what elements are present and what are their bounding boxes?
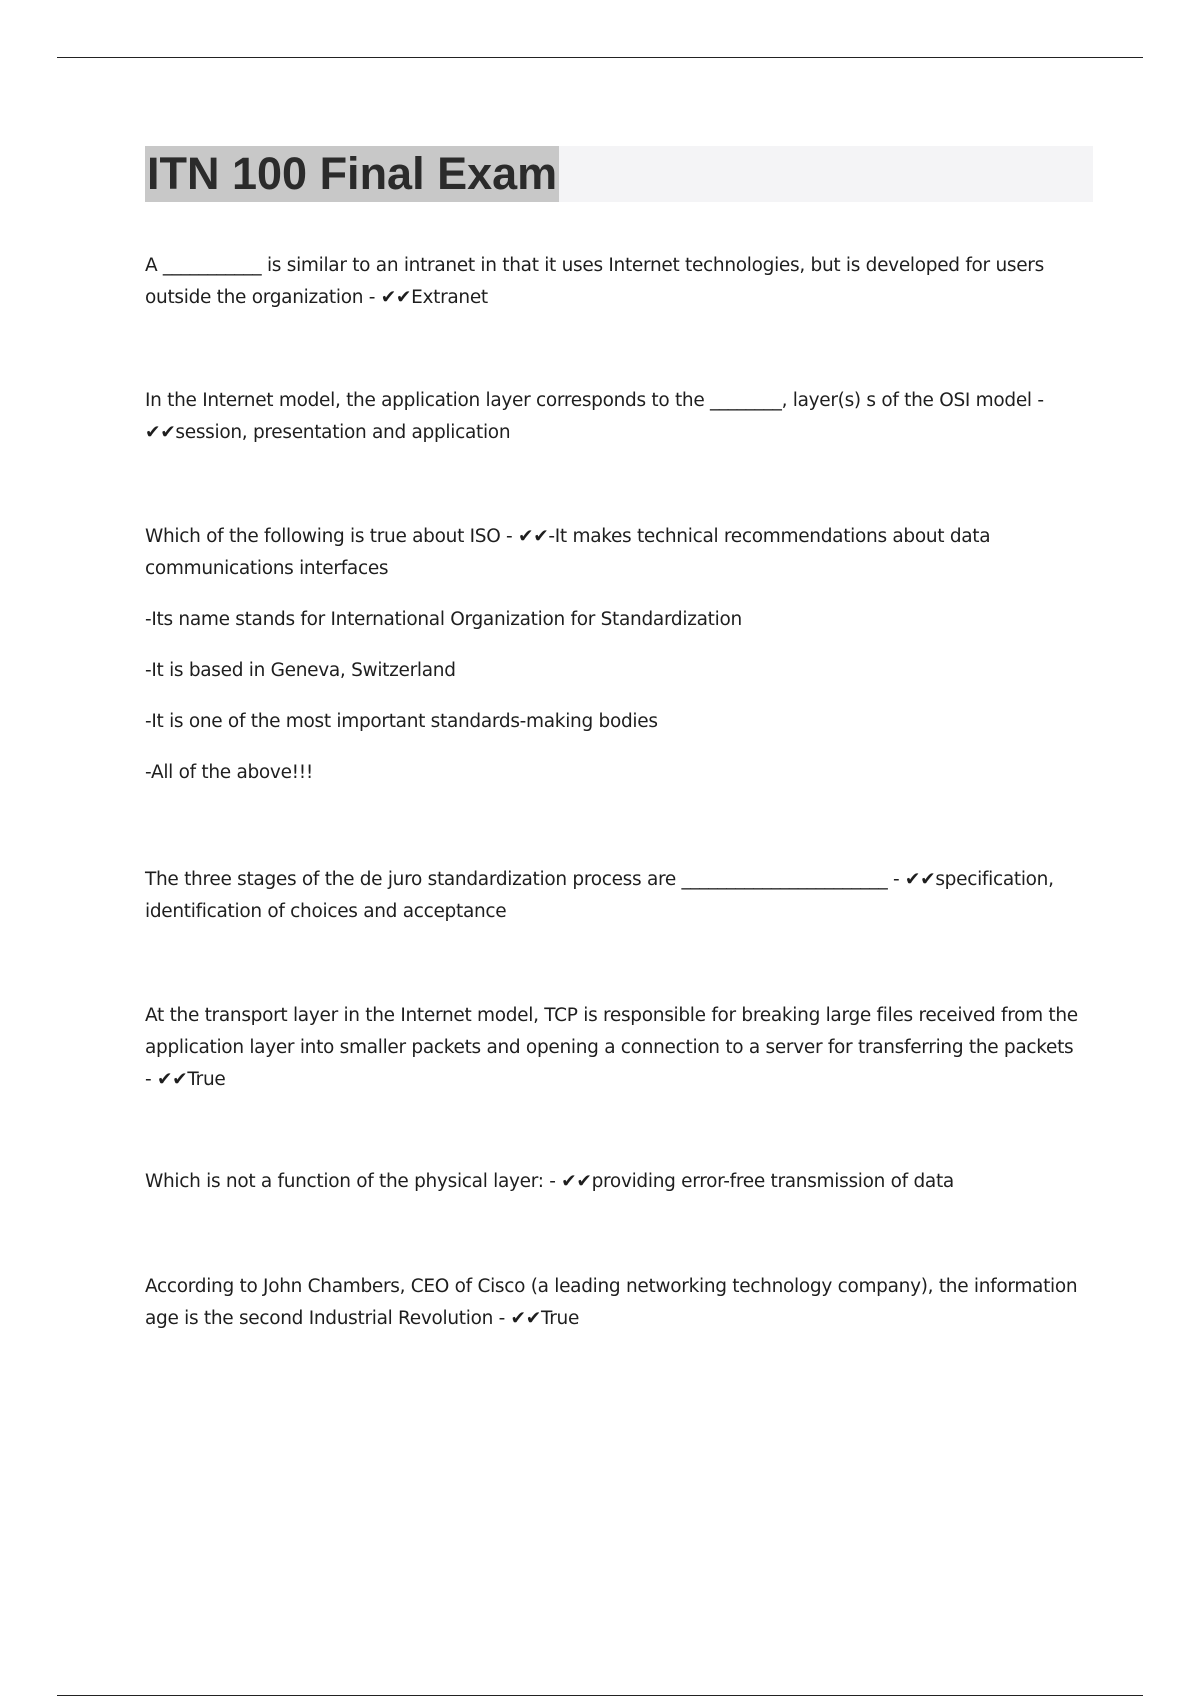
question-text: According to John Chambers, CEO of Cisco (a leading networking technology company), the information age is the second Industrial Revolution - ✔✔True	[145, 1276, 1078, 1329]
question-block-1	[145, 250, 1080, 314]
question-text: The three stages of the de juro standardization process are _______________________ - ✔✔specification, identification of choices and acceptance	[145, 869, 1054, 922]
question-block-7	[145, 1271, 1080, 1335]
header-rule	[57, 57, 1143, 58]
answer-option: -Its name stands for International Organization for Standardization	[145, 609, 742, 630]
question-block-4	[145, 864, 1080, 928]
question-text: At the transport layer in the Internet model, TCP is responsible for breaking large files received from the application layer into smaller packets and opening a connection to a server for transferring the packets - ✔✔True	[145, 1005, 1078, 1090]
question-text: A ___________ is similar to an intranet in that it uses Internet technologies, but is developed for users outside the organization - ✔✔Extranet	[145, 255, 1044, 308]
question-text: In the Internet model, the application layer corresponds to the ________, layer(s) s of the OSI model - ✔✔session, presentation and application	[145, 390, 1044, 443]
answer-option: -All of the above!!!	[145, 762, 314, 783]
page-title: ITN 100 Final Exam	[145, 146, 559, 202]
question-block-6	[145, 1166, 1080, 1198]
question-block-2	[145, 385, 1080, 449]
question-text: Which is not a function of the physical layer: - ✔✔providing error-free transmission of data	[145, 1171, 954, 1192]
footer-rule	[57, 1695, 1143, 1696]
question-block-5	[145, 1000, 1080, 1096]
answer-option: -It is one of the most important standards-making bodies	[145, 711, 658, 732]
question-block-3	[145, 521, 1080, 789]
question-text: Which of the following is true about ISO - ✔✔-It makes technical recommendations about data communications interfaces	[145, 526, 991, 579]
answer-option: -It is based in Geneva, Switzerland	[145, 660, 456, 681]
